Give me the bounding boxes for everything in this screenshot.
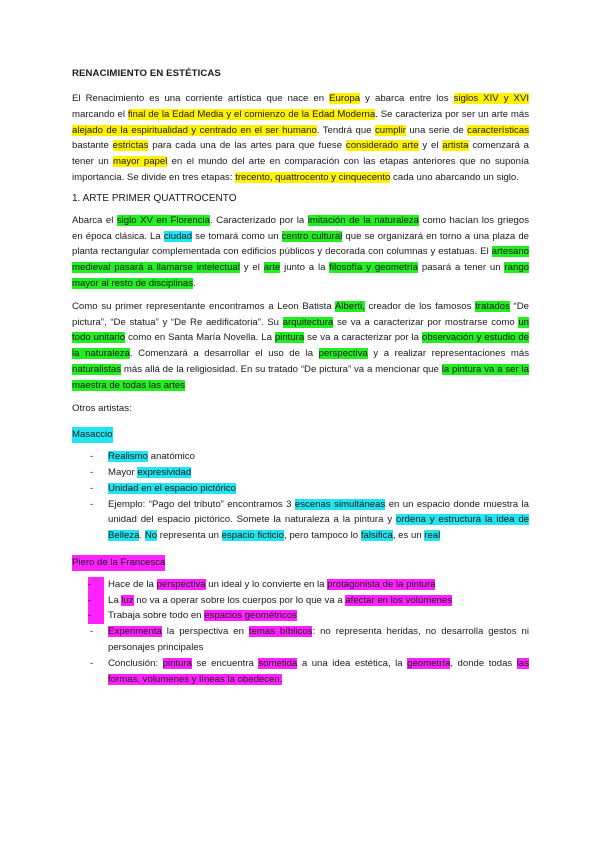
text-run: se tomará como un — [192, 230, 282, 242]
text-run: junto a la — [280, 262, 330, 274]
other-artists-label: Otros artistas: — [72, 402, 132, 414]
bullet-dash: - — [90, 482, 94, 494]
text-run: pasará a tener un — [418, 262, 505, 274]
highlighted-text: luz — [121, 594, 134, 606]
artist-label-piero: Piero de la Francesca — [72, 555, 165, 571]
text-run: . — [139, 530, 145, 542]
bullet-dash: - — [88, 593, 104, 609]
paragraph-quattrocento — [72, 213, 529, 292]
text-run: Abarca el — [72, 214, 117, 226]
document-page — [72, 68, 529, 695]
text-run: representa un — [157, 530, 222, 542]
text-run: : no representa heridas, no desarrolla gestos ni personajes principales — [108, 626, 529, 653]
highlighted-text: falsifica — [360, 530, 393, 542]
highlighted-text: mayor papel — [113, 156, 168, 168]
text-run: en un espacio donde muestra la unidad del espacio pictórico. Somete la naturaleza a la pintura y — [108, 498, 530, 526]
highlighted-text: temas bíblicos — [248, 626, 313, 638]
text-run: se encuentra — [192, 657, 259, 669]
text-run: Ejemplo: “Pago del tributo” encontramos 3 — [108, 498, 295, 510]
bullet-dash: - — [90, 451, 94, 463]
list-item — [72, 577, 529, 593]
highlighted-text: arquitectura — [282, 316, 334, 328]
highlighted-text: ordena y estructura la idea de Belleza — [108, 514, 529, 542]
text-run: que se organizará en torno a una plaza de planta rectangular complementada con edificios públicos y decorada con columnas y estatuas. El — [72, 230, 530, 258]
artist-label-masaccio: Masaccio — [72, 427, 113, 443]
highlighted-text: perspectiva — [156, 578, 206, 590]
text-run: un ideal y lo convierte en la — [205, 578, 328, 590]
text-run: marcando el — [72, 108, 128, 120]
text-run: Como su primer representante encontramos a Leon Batista — [72, 300, 335, 312]
highlighted-text: artesano medieval pasará a llamarse intelectual — [72, 246, 529, 274]
text-run: creador de los famosos — [364, 300, 476, 312]
highlighted-text: protagonista de la pintura — [327, 578, 436, 590]
highlighted-text: Realismo — [108, 451, 148, 463]
text-run: como en Santa María Novella. La — [125, 332, 275, 344]
highlighted-text: No — [144, 530, 158, 542]
highlighted-text: ciudad — [163, 230, 193, 242]
highlighted-text: siglo XV en Florencia — [116, 214, 211, 226]
bullet-dash: - — [88, 608, 104, 624]
highlighted-text: cumplir — [374, 124, 406, 136]
text-run: . Caracterizado por la — [210, 214, 308, 226]
highlighted-text: naturalistas — [72, 363, 122, 375]
text-run: y abarca entre los — [360, 93, 454, 104]
highlighted-text: Alberti, — [334, 300, 365, 312]
highlighted-text: trecento, quattrocento y cinquecento — [235, 171, 391, 183]
highlighted-text: artista — [442, 140, 469, 152]
list-item — [72, 465, 529, 481]
highlighted-text: pintura — [274, 332, 305, 344]
text-run: y el — [239, 262, 264, 274]
highlighted-text: centro cultural — [281, 230, 343, 242]
highlighted-text: afectar en los volúmenes — [345, 594, 452, 606]
text-run: “De pictura”, “De statua” y “De Re aedificatoria”. Su — [72, 300, 529, 328]
text-run: comenzará a tener un — [72, 140, 530, 168]
highlighted-text: siglos XIV y XVI — [453, 93, 530, 104]
highlighted-text: tratados — [475, 300, 510, 312]
list-item — [72, 449, 529, 465]
text-run: , pero tampoco lo — [284, 530, 361, 542]
bullet-dash: - — [90, 498, 94, 510]
highlighted-text: las formas, volumenes y líneas la obedecen. — [108, 657, 529, 685]
bullet-dash: - — [90, 657, 94, 669]
highlighted-text: sometida — [258, 657, 298, 669]
text-run: se va a caracterizar por la — [304, 332, 422, 344]
highlighted-text: geometría — [407, 657, 451, 669]
highlighted-text: estrictas — [112, 140, 149, 152]
list-item — [72, 593, 529, 609]
text-run: una serie de — [405, 124, 468, 136]
highlighted-text: arte — [263, 262, 281, 274]
list-item — [72, 656, 529, 688]
text-run: como hacían los griegos en época clásica. La — [72, 214, 530, 242]
highlighted-text: imitación de la naturaleza — [307, 214, 420, 226]
text-run: para cada una de las artes para que fuese — [148, 140, 346, 152]
document-title: RENACIMIENTO EN ESTÉTICAS — [72, 68, 221, 79]
highlighted-text: Experimenta — [108, 626, 162, 638]
highlighted-text: final de la Edad Media y el comienzo de la Edad Moderna — [127, 108, 376, 120]
highlighted-text: espacio ficticio — [221, 530, 285, 542]
highlighted-text: expresividad — [137, 466, 192, 478]
highlighted-text: considerado arte — [345, 140, 419, 152]
highlighted-text: observación y estudio de la naturaleza — [72, 332, 529, 360]
list-item — [72, 481, 529, 497]
text-run: más allá de la religiosidad. En su tratado “De pictura” va a mencionar que — [121, 363, 442, 375]
section-heading: 1. ARTE PRIMER QUATTROCENTO — [72, 192, 237, 204]
highlighted-text: espacios geométricos — [204, 610, 297, 622]
text-run: anatómico — [148, 451, 195, 463]
highlighted-text: perspectiva — [318, 348, 368, 360]
text-run: El Renacimiento es una corriente artística que nace en — [72, 93, 330, 104]
bullet-dash: - — [88, 577, 104, 593]
text-run: y el — [418, 140, 443, 152]
text-run: Mayor — [108, 466, 138, 478]
text-run: , es un — [392, 530, 425, 542]
text-run: Hace de la — [108, 578, 157, 590]
intro-paragraph — [72, 91, 529, 186]
text-run: La — [108, 594, 122, 606]
text-run: . Comenzará a desarrollar el uso de la — [129, 348, 319, 360]
text-run: a una idea estética, la — [297, 657, 408, 669]
text-run: y a realizar representaciones más — [367, 348, 530, 360]
text-run: la perspectiva en — [161, 626, 249, 638]
highlighted-text: Europa — [329, 93, 361, 104]
text-run: bastante — [72, 140, 113, 152]
list-item — [72, 608, 529, 624]
highlighted-text: alejado de la espiritualidad y centrado en el ser humano — [72, 124, 317, 136]
highlighted-text: pintura — [162, 657, 192, 669]
text-run: no va a operar sobre los cuerpos por lo que va a — [133, 594, 346, 606]
highlighted-text: Unidad en el espacio pictórico — [108, 482, 236, 494]
highlighted-text: características — [467, 124, 529, 136]
text-run: Trabaja sobre todo en — [108, 610, 205, 622]
highlighted-text: escenas simultáneas — [294, 498, 386, 510]
highlighted-text: la pintura va a ser la maestra de todas las artes — [72, 363, 530, 391]
highlighted-text: real — [424, 530, 441, 542]
list-item — [72, 497, 529, 544]
highlighted-text: un todo unitario — [72, 316, 529, 344]
text-run: Conclusión: — [108, 657, 163, 669]
text-run: . Se caracteriza por ser un arte más — [375, 108, 530, 120]
bullet-dash: - — [90, 466, 94, 478]
piero-list — [72, 577, 529, 688]
highlighted-text: filosofía y geometría — [329, 262, 419, 274]
paragraph-alberti — [72, 299, 529, 394]
masaccio-list — [72, 449, 529, 544]
highlighted-text: rango mayor al resto de disciplinas — [72, 262, 529, 289]
text-run: . — [193, 277, 196, 289]
list-item — [72, 624, 529, 656]
text-run: cada uno abarcando un siglo. — [390, 171, 519, 183]
bullet-dash: - — [90, 626, 94, 638]
text-run: se va a caracterizar por mostrarse como — [333, 316, 519, 328]
text-run: . Tendrá que — [316, 124, 375, 136]
text-run: , donde todas — [450, 657, 517, 669]
text-run: en el mundo del arte en comparación con las etapas anteriores que no suponía importancia. Se divide en tres etapas: — [72, 156, 529, 183]
